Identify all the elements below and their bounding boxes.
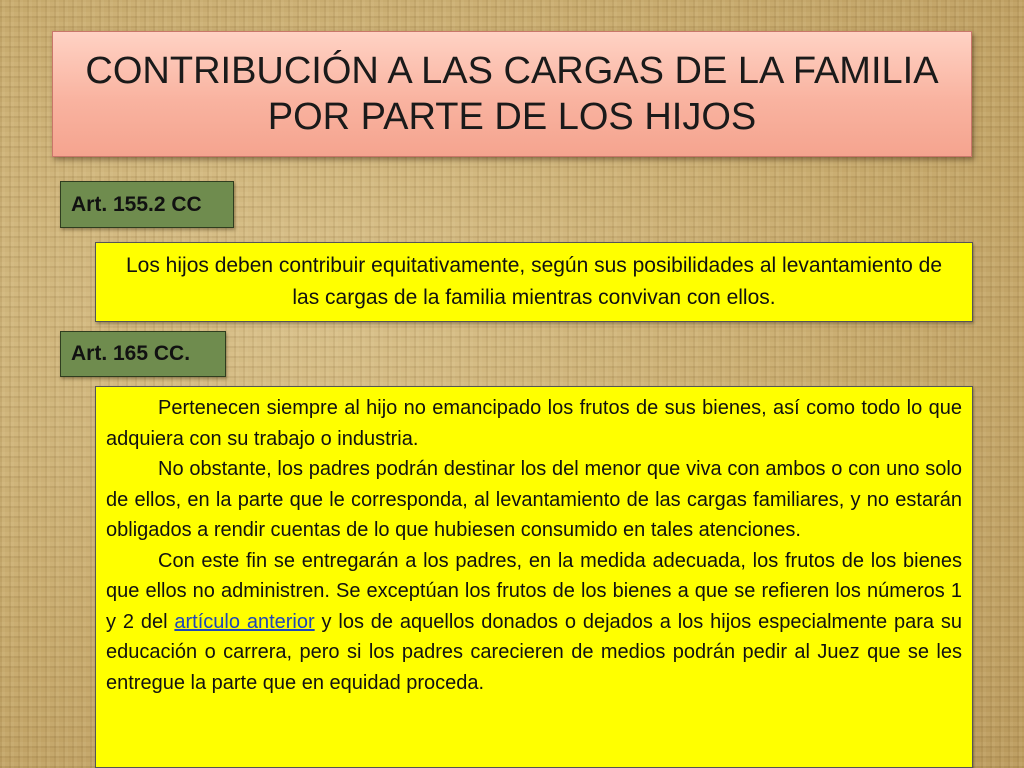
article-165-paragraph-3	[106, 546, 962, 699]
article-165-paragraph-1: Pertenecen siempre al hijo no emancipado los frutos de sus bienes, así como todo lo que adquiera con su trabajo o industria.	[106, 397, 962, 450]
article-165-text-box	[95, 386, 973, 768]
article-165-paragraph-2: No obstante, los padres podrán destinar los del menor que viva con ambos o con uno solo de ellos, en la parte que le corresponda, al levantamiento de las cargas familiares, y no estarán obligados a rendir cuentas de lo que hubiesen consumido en tales atenciones.	[106, 458, 962, 541]
article-label-165: Art. 165 CC.	[60, 331, 226, 377]
slide-title: CONTRIBUCIÓN A LAS CARGAS DE LA FAMILIA POR PARTE DE LOS HIJOS	[85, 50, 939, 138]
article-label-155-2: Art. 155.2 CC	[60, 181, 234, 228]
paragraph-3-text-after: y los de aquellos donados o dejados a los hijos especialmente para su educación o carrera, pero si los padres carecieren de medios podrán pedir al Juez que se les entregue la parte que en equidad proceda.	[106, 610, 962, 694]
title-box	[52, 31, 972, 157]
articulo-anterior-link[interactable]: artículo anterior	[174, 610, 315, 633]
paragraph-3-text-before: Con este fin se entregarán a los padres, en la medida adecuada, los frutos de los bienes que ellos no administren. Se exceptúan los frutos de los bienes a que se refieren los números 1 y 2 del	[106, 549, 962, 633]
article-155-2-text-box	[95, 242, 973, 322]
article-155-2-text: Los hijos deben contribuir equitativamente, según sus posibilidades al levantamiento de las cargas de la familia mientras convivan con ellos.	[125, 254, 943, 309]
